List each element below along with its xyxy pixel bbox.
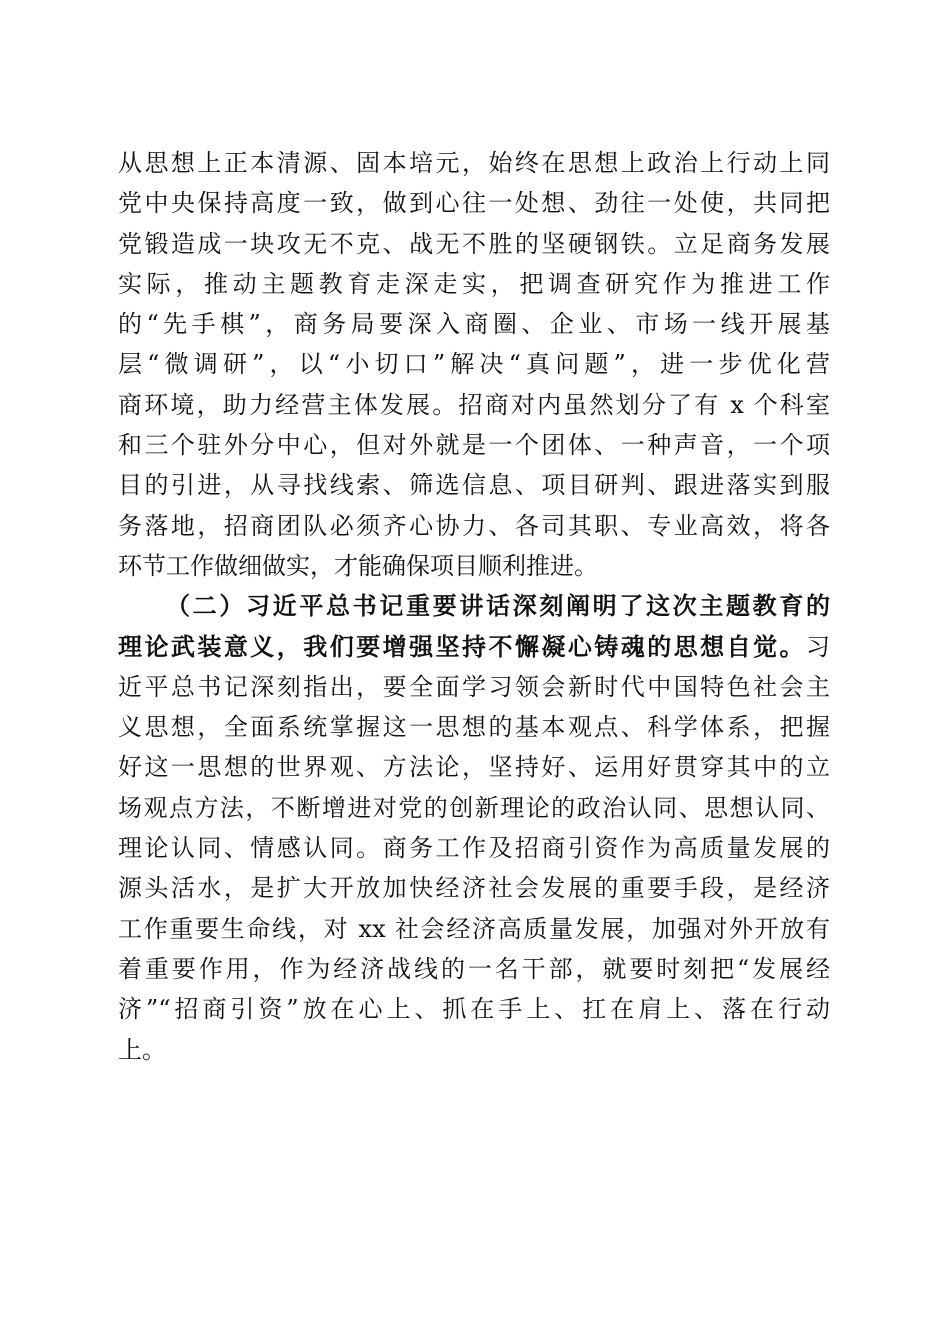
paragraph-1-line-3: 党锻造成一块攻无不克、战无不胜的坚硬钢铁。立足商务发展 (118, 229, 830, 258)
paragraph-2-line-7: 工作重要生命线，对 xx 社会经济高质量发展，加强对外开放有 (118, 914, 830, 943)
paragraph-2-line-2: 义思想，全面系统掌握这一思想的基本观点、科学体系，把握 (118, 713, 830, 742)
paragraph-1 (118, 143, 830, 586)
paragraph-1-line-6: 层“微调研”，以“小切口”解决“真问题”，进一步优化营 (118, 350, 830, 379)
section-heading-line-1: （二）习近平总书记重要讲话深刻阐明了这次主题教育的 (166, 591, 830, 621)
section-heading-continuation: 习 (806, 632, 830, 661)
paragraph-2-line-6: 源头活水，是扩大开放加快经济社会发展的重要手段，是经济 (118, 874, 830, 903)
section-heading-bold: 理论武装意义，我们要增强坚持不懈凝心铸魂的思想自觉。 (118, 631, 806, 661)
paragraph-2-line-8: 着重要作用，作为经济战线的一名干部，就要时刻把“发展经 (118, 954, 830, 983)
paragraph-2-line-3: 好这一思想的世界观、方法论，坚持好、运用好贯穿其中的立 (118, 753, 830, 782)
document-page (118, 143, 830, 1070)
paragraph-1-line-5: 的“先手棋”，商务局要深入商圈、企业、市场一线开展基 (118, 310, 830, 339)
paragraph-2-line-4: 场观点方法，不断增进对党的创新理论的政治认同、思想认同、 (118, 793, 830, 822)
paragraph-2 (118, 586, 830, 1070)
paragraph-1-line-8: 和三个驻外分中心，但对外就是一个团体、一种声音，一个项 (118, 431, 830, 460)
paragraph-1-line-9: 目的引进，从寻找线索、筛选信息、项目研判、跟进落实到服 (118, 471, 830, 500)
paragraph-2-line-10: 上。 (118, 1035, 166, 1064)
paragraph-2-line-5: 理论认同、情感认同。商务工作及招商引资作为高质量发展的 (118, 834, 830, 863)
paragraph-2-line-1: 近平总书记深刻指出，要全面学习领会新时代中国特色社会主 (118, 672, 830, 701)
paragraph-1-line-4: 实际，推动主题教育走深走实，把调查研究作为推进工作 (118, 269, 830, 298)
paragraph-1-line-2: 党中央保持高度一致，做到心往一处想、劲往一处使，共同把 (118, 189, 830, 218)
section-heading-line-2 (118, 627, 830, 667)
paragraph-1-line-10: 务落地，招商团队必须齐心协力、各司其职、专业高效，将各 (118, 511, 830, 540)
paragraph-1-line-11: 环节工作做细做实，才能确保项目顺利推进。 (118, 551, 598, 580)
paragraph-1-line-1: 从思想上正本清源、固本培元，始终在思想上政治上行动上同 (118, 149, 830, 177)
paragraph-1-line-7: 商环境，助力经营主体发展。招商对内虽然划分了有 x 个科室 (118, 390, 830, 419)
paragraph-2-line-9: 济”“招商引资”放在心上、抓在手上、扛在肩上、落在行动 (118, 995, 830, 1024)
